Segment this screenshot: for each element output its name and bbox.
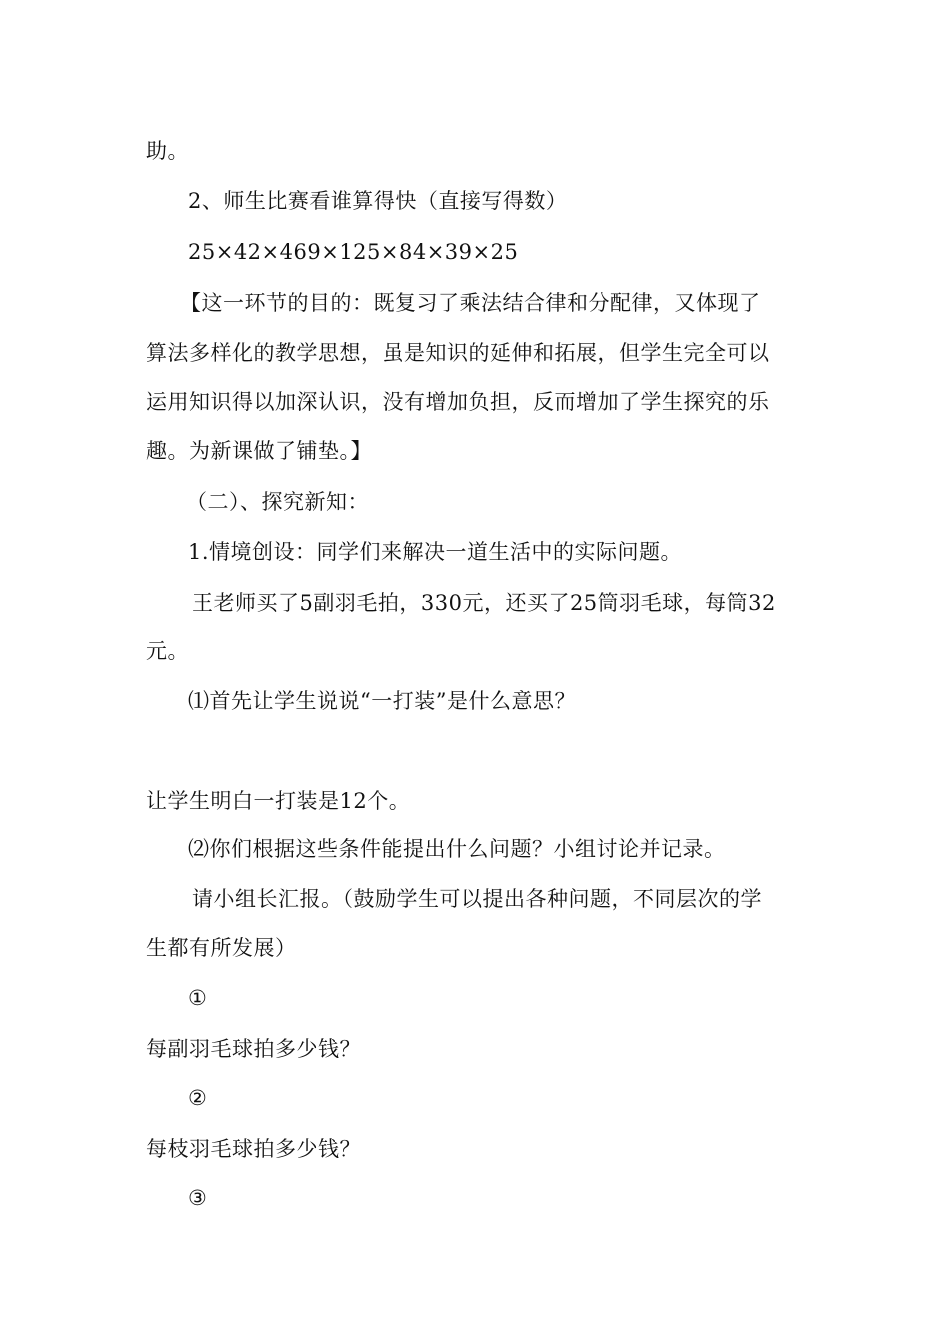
text-line: 25×42×469×125×84×39×25: [188, 240, 519, 264]
text-line: 算法多样化的教学思想，虽是知识的延伸和拓展，但学生完全可以: [146, 341, 770, 365]
text-line: 【这一环节的目的：既复习了乘法结合律和分配律，又体现了: [180, 291, 761, 315]
text-line: 元。: [146, 639, 189, 663]
text-line: 运用知识得以加深认识，没有增加负担，反而增加了学生探究的乐: [146, 390, 770, 414]
text-line: ⑴首先让学生说说“一打装”是什么意思？: [188, 689, 576, 713]
text-line: ⑵你们根据这些条件能提出什么问题？小组讨论并记录。: [188, 837, 726, 861]
text-line: 让学生明白一打装是12个。: [146, 789, 411, 813]
text-line: 助。: [146, 139, 189, 163]
section-heading: （二）、探究新知：: [186, 490, 369, 514]
text-line: 每副羽毛球拍多少钱？: [146, 1037, 361, 1061]
text-line: 2、师生比赛看谁算得快（直接写得数）: [188, 189, 568, 213]
text-line: 生都有所发展）: [146, 936, 297, 960]
text-line: 王老师买了5副羽毛拍，330元，还买了25筒羽毛球，每筒32: [192, 591, 776, 615]
text-line: 1.情境创设：同学们来解决一道生活中的实际问题。: [188, 540, 683, 564]
list-marker: ③: [188, 1186, 208, 1210]
list-marker: ①: [188, 986, 208, 1010]
text-line: 请小组长汇报。（鼓励学生可以提出各种问题，不同层次的学: [192, 887, 762, 911]
text-line: 趣。为新课做了铺垫。】: [146, 439, 372, 463]
text-line: 每枝羽毛球拍多少钱？: [146, 1137, 361, 1161]
list-marker: ②: [188, 1086, 208, 1110]
